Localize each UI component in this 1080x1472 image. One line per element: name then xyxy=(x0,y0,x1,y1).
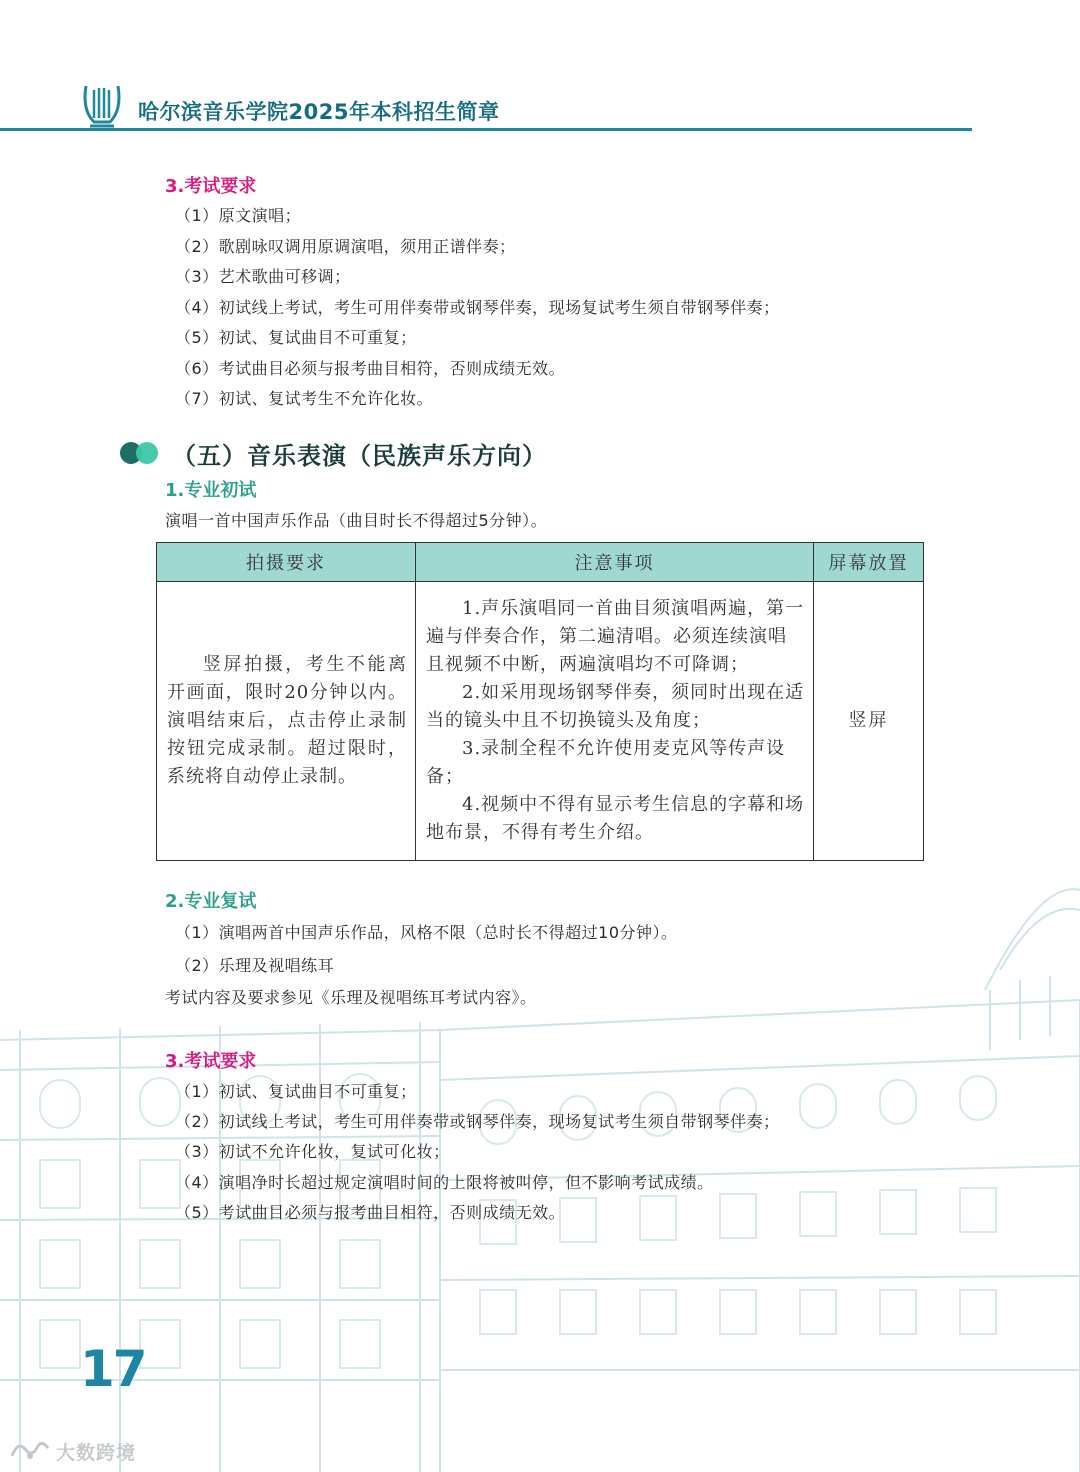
screen-orientation-cell: 竖屏 xyxy=(814,582,924,861)
note-item: 1.声乐演唱同一首曲目须演唱两遍，第一遍与伴奏合作，第二遍清唱。必须连续演唱且视频不中断，两遍演唱均不可降调； xyxy=(426,598,805,675)
list-item: （5）初试、复试曲目不可重复； xyxy=(175,328,417,347)
preliminary-heading: 1.专业初试 xyxy=(165,480,257,501)
retest-note: 考试内容及要求参见《乐理及视唱练耳考试内容》。 xyxy=(165,988,537,1007)
table-header-cell: 注意事项 xyxy=(416,543,814,582)
table-header-cell: 拍摄要求 xyxy=(157,543,416,582)
list-item: （4）演唱净时长超过规定演唱时间的上限将被叫停，但不影响考试成绩。 xyxy=(175,1173,714,1192)
retest-heading: 2.专业复试 xyxy=(165,891,257,912)
note-item: 4.视频中不得有显示考生信息的字幕和场地布景，不得有考生介绍。 xyxy=(426,794,805,843)
section-title-text: （五）音乐表演（民族声乐方向） xyxy=(172,442,547,470)
list-item: （1）初试、复试曲目不可重复； xyxy=(175,1082,417,1101)
list-item: （2）歌剧咏叹调用原调演唱，须用正谱伴奏； xyxy=(175,237,516,256)
list-item: （3）艺术歌曲可移调； xyxy=(175,267,351,286)
note-item: 2.如采用现场钢琴伴奏，须同时出现在适当的镜头中且不切换镜头及角度； xyxy=(426,682,805,731)
list-item: （4）初试线上考试，考生可用伴奏带或钢琴伴奏，现场复试考生须自带钢琴伴奏； xyxy=(175,298,780,317)
list-item: （5）考试曲目必须与报考曲目相符，否则成绩无效。 xyxy=(175,1203,566,1222)
page-header xyxy=(0,74,972,134)
preliminary-intro: 演唱一首中国声乐作品（曲目时长不得超过5分钟）。 xyxy=(165,511,548,530)
section-dots-icon xyxy=(120,442,160,464)
table-row xyxy=(157,582,924,861)
list-item: （7）初试、复试考生不允许化妆。 xyxy=(175,389,434,408)
brochure-title: 哈尔滨音乐学院2025年本科招生简章 xyxy=(138,100,500,124)
list-item: （1）演唱两首中国声乐作品，风格不限（总时长不得超过10分钟）。 xyxy=(175,923,678,942)
shooting-requirements-text: 竖屏拍摄，考生不能离开画面，限时20分钟以内。演唱结束后，点击停止录制按钮完成录制。超过限时，系统将自动停止录制。 xyxy=(167,654,407,787)
watermark-text: 大数跨境 xyxy=(56,1442,137,1464)
watermark-logo-icon xyxy=(8,1438,52,1462)
header-rule xyxy=(0,128,972,131)
table-header-cell: 屏幕放置 xyxy=(814,543,924,582)
list-item: （2）初试线上考试，考生可用伴奏带或钢琴伴奏，现场复试考生须自带钢琴伴奏； xyxy=(175,1112,780,1131)
page-number: 17 xyxy=(80,1340,146,1398)
lyre-logo-icon xyxy=(80,80,124,132)
shooting-requirements-cell xyxy=(157,582,416,861)
exam-requirements-heading: 3.考试要求 xyxy=(165,1051,257,1072)
list-item: （2）乐理及视唱练耳 xyxy=(175,956,335,975)
list-item: （6）考试曲目必须与报考曲目相符，否则成绩无效。 xyxy=(175,359,566,378)
list-item: （1）原文演唱； xyxy=(175,206,302,225)
notes-cell xyxy=(416,582,814,861)
recording-requirements-table xyxy=(156,542,924,861)
list-item: （3）初试不允许化妆，复试可化妆； xyxy=(175,1142,450,1161)
exam-requirements-heading: 3.考试要求 xyxy=(165,176,257,197)
table-header-row xyxy=(157,543,924,582)
note-item: 3.录制全程不允许使用麦克风等传声设备； xyxy=(426,738,786,787)
